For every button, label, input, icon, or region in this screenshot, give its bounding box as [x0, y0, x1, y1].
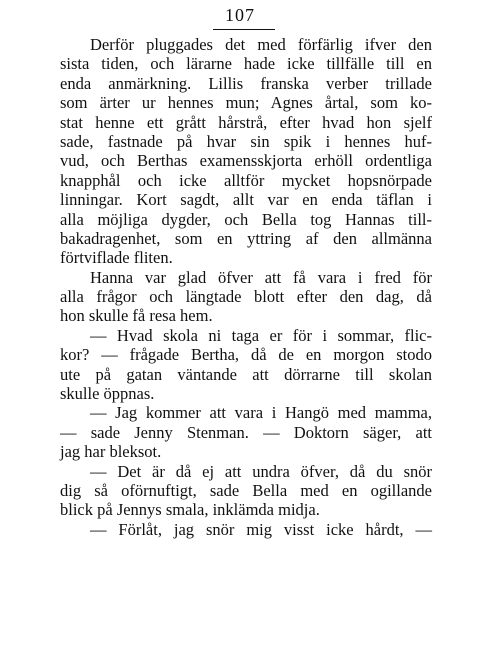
text-line: förtviflade fliten. — [60, 248, 173, 268]
text-line: vud, och Berthas examensskjorta erhöll ordentliga — [60, 151, 432, 171]
page-number: 107 — [225, 5, 255, 25]
text-line: — Det är då ej att undra öfver, då du snör — [90, 461, 432, 481]
text-line: ute på gatan väntande att dörrarne till skolan — [60, 364, 432, 384]
text-line: blick på Jennys smala, inklämda midja. — [60, 500, 320, 520]
text-line: — Hvad skola ni taga er för i sommar, flic- — [90, 325, 432, 345]
paragraph — [60, 520, 432, 539]
text-line: — sade Jenny Stenman. — Doktorn säger, att — [60, 422, 432, 442]
text-line: — Förlåt, jag snör mig visst icke hårdt, — — [90, 519, 432, 539]
text-line: dig så oförnuftigt, sade Bella med en ogillande — [60, 480, 432, 500]
paragraph — [60, 326, 432, 404]
body-text — [60, 35, 432, 539]
paragraph — [60, 35, 432, 268]
text-line: Derför pluggades det med förfärlig ifver den — [90, 35, 432, 54]
text-line: som ärter ur hennes mun; Agnes årtal, som ko- — [60, 93, 432, 113]
text-line: alla möjliga dygder, och Bella tog Hannas till- — [60, 209, 432, 229]
paragraph — [60, 403, 432, 461]
text-line: sista tiden, och lärarne hade icke tillfälle till en — [60, 54, 432, 74]
paragraph — [60, 268, 432, 326]
text-line: alla frågor och längtade blott efter den dag, då — [60, 287, 432, 307]
text-line: hon skulle få resa hem. — [60, 306, 213, 326]
text-line: enda anmärkning. Lillis franska verber trillade — [60, 73, 432, 93]
text-line: sade, fastnade på hvar sin spik i hennes huf- — [60, 131, 432, 151]
text-line: knapphål och icke alltför mycket hopsnörpade — [60, 170, 432, 190]
text-line: skulle öppnas. — [60, 384, 155, 404]
text-line: Hanna var glad öfver att få vara i fred för — [90, 267, 432, 287]
paragraph — [60, 462, 432, 520]
text-line: kor? — frågade Bertha, då de en morgon stodo — [60, 345, 432, 365]
text-line: jag har bleksot. — [60, 442, 162, 462]
page-number-rule — [213, 29, 275, 30]
text-line: linningar. Kort sagdt, allt var en enda täflan i — [60, 190, 432, 210]
text-line: — Jag kommer att vara i Hangö med mamma, — [90, 403, 432, 423]
text-line: bakadragenhet, som en yttring af den allmänna — [60, 228, 432, 248]
text-line: stat henne ett grått hårstrå, efter hvad hon sjelf — [60, 112, 432, 132]
